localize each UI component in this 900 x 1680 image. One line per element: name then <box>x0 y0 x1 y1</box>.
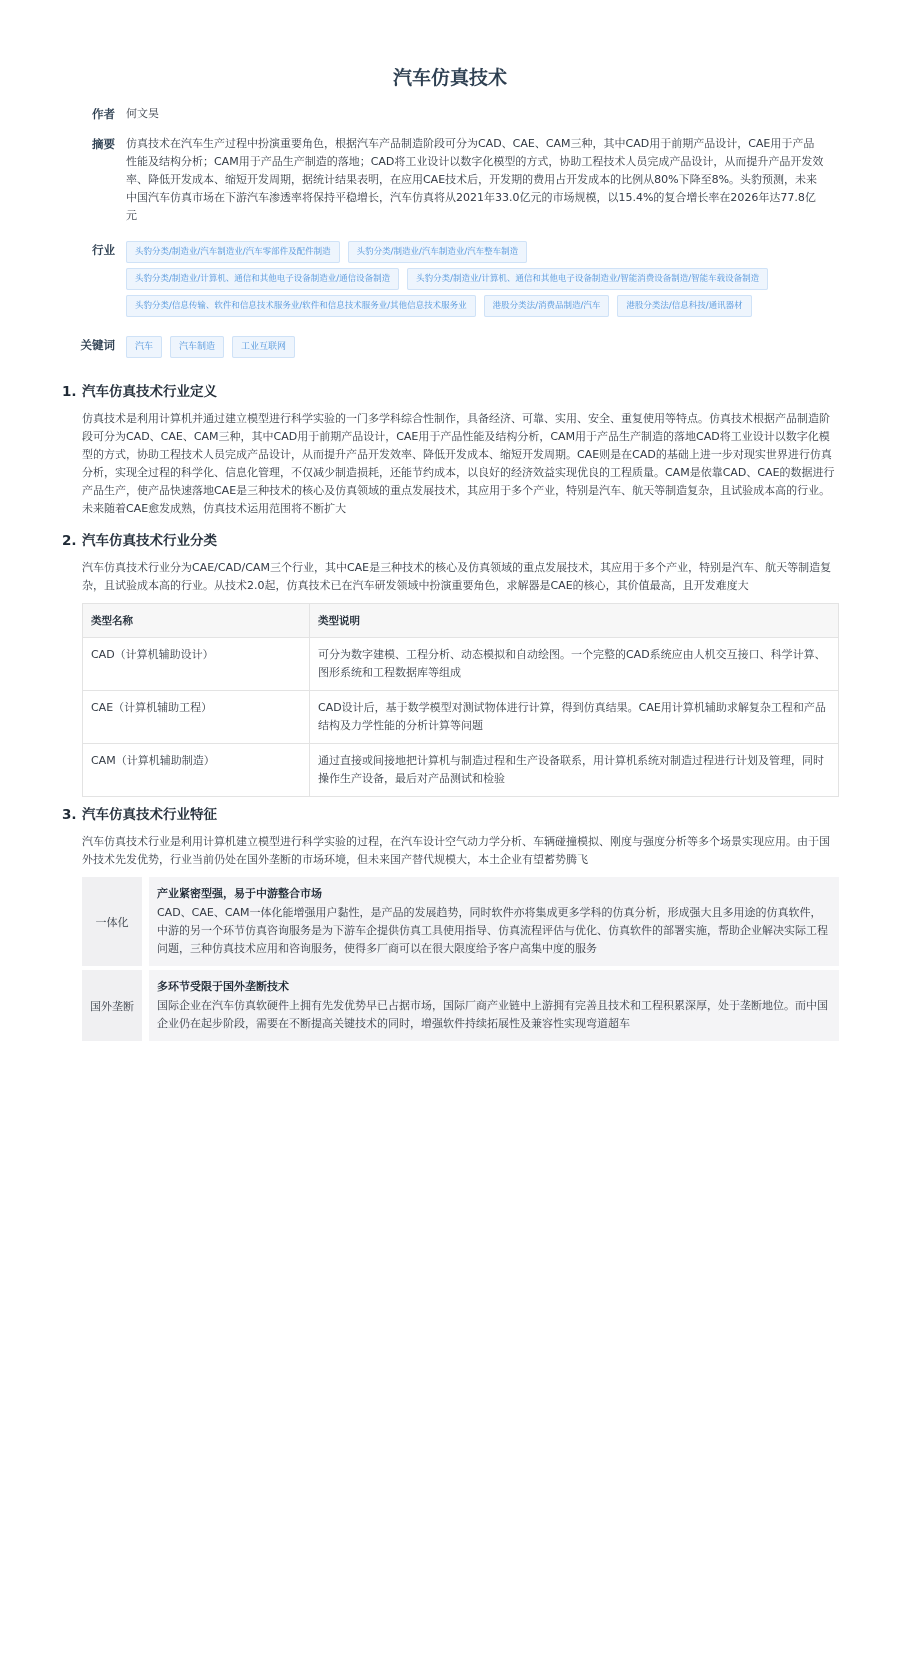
industry-tag[interactable]: 港股分类法/信息科技/通讯器材 <box>617 295 751 317</box>
table-row <box>83 638 839 691</box>
abstract-row <box>70 135 840 225</box>
table-cell-name: CAE（计算机辅助工程） <box>83 691 310 744</box>
table-header-row <box>83 604 839 638</box>
table-header-cell: 类型说明 <box>310 604 839 638</box>
section-heading <box>62 805 840 825</box>
abstract-text: 仿真技术在汽车生产过程中扮演重要角色，根据汽车产品制造阶段可分为CAD、CAE、CAM三种，其中CAD用于前期产品设计，CAE用于产品性能及结构分析；CAM用于产品生产制造的落地；CAD将工业设计以数字化模型的方式，协助工程技术人员完成产品设计，从而提升产品开发效率、降低开发成本、缩短开发周期，据统计结果表明，在应用CAE技术后，开发期的费用占开发成本的比例从80%下降至8%。头豹预测，未来中国汽车仿真市场在下游汽车渗透率将保持平稳增长，汽车仿真将从2021年33.0亿元的市场规模，以15.4%的复合增长率在2026年达77.8亿元 <box>126 137 824 222</box>
section-title: 汽车仿真技术行业特征 <box>82 807 217 823</box>
keyword-tag[interactable]: 工业互联网 <box>232 336 295 358</box>
feature-body <box>149 877 839 966</box>
table-header-cell: 类型名称 <box>83 604 310 638</box>
industry-tag[interactable]: 头豹分类/制造业/汽车制造业/汽车整车制造 <box>348 241 528 263</box>
industry-tag[interactable]: 港股分类法/消费品制造/汽车 <box>484 295 610 317</box>
type-table <box>82 603 839 797</box>
page-title: 汽车仿真技术 <box>392 67 507 89</box>
industry-tag-line <box>126 239 846 266</box>
keywords-label: 关键词 <box>80 338 115 352</box>
industry-tag-line <box>126 293 846 320</box>
table-cell-desc: 通过直接或间接地把计算机与制造过程和生产设备联系，用计算机系统对制造过程进行计划及管理，同时操作生产设备，最后对产品测试和检验 <box>310 744 839 797</box>
industry-row <box>70 239 840 323</box>
section-definition <box>62 382 840 518</box>
author-label: 作者 <box>92 107 115 121</box>
industry-tag[interactable]: 头豹分类/信息传输、软件和信息技术服务业/软件和信息技术服务业/其他信息技术服务业 <box>126 295 476 317</box>
keyword-tags <box>126 334 846 358</box>
table-row <box>83 744 839 797</box>
section-number: 3. <box>62 807 77 823</box>
industry-tag[interactable]: 头豹分类/制造业/汽车制造业/汽车零部件及配件制造 <box>126 241 340 263</box>
abstract-label: 摘要 <box>92 137 115 151</box>
table-cell-name: CAM（计算机辅助制造） <box>83 744 310 797</box>
section-heading <box>62 531 840 551</box>
keyword-tag[interactable]: 汽车 <box>126 336 162 358</box>
table-cell-desc: CAD设计后，基于数学模型对测试物体进行计算，得到仿真结果。CAE用计算机辅助求解复杂工程和产品结构及力学性能的分析计算等问题 <box>310 691 839 744</box>
feature-title: 产业紧密型强，易于中游整合市场 <box>157 887 322 900</box>
industry-tag[interactable]: 头豹分类/制造业/计算机、通信和其他电子设备制造业/通信设备制造 <box>126 268 399 290</box>
author-row <box>70 105 840 123</box>
keyword-tag[interactable]: 汽车制造 <box>170 336 224 358</box>
section-number: 2. <box>62 533 77 549</box>
industry-tag-line <box>126 266 846 293</box>
feature-label: 一体化 <box>82 877 142 966</box>
section-heading <box>62 382 840 402</box>
section-paragraph: 汽车仿真技术行业分为CAE/CAD/CAM三个行业，其中CAE是三种技术的核心及仿真领域的重点发展技术，其应用于多个产业，特别是汽车、航天等制造复杂，且试验成本高的行业。从技术2.0起，仿真技术已在汽车研发领域中扮演重要角色，求解器是CAE的核心，其价值最高，且开发难度大 <box>82 561 832 592</box>
section-classification <box>62 531 840 797</box>
keywords-row <box>70 334 840 358</box>
feature-block <box>82 970 839 1041</box>
author-name: 何文昊 <box>126 107 159 120</box>
industry-label: 行业 <box>92 243 115 257</box>
feature-description: CAD、CAE、CAM一体化能增强用户黏性，是产品的发展趋势，同时软件亦将集成更多学科的仿真分析，形成强大且多用途的仿真软件，中游的另一个环节仿真咨询服务是为下游车企提供仿真工具使用指导、仿真流程评估与优化、仿真软件的部署实施，帮助企业解决实际工程问题，三种仿真技术应用和咨询服务，使得多厂商可以在很大限度给予客户高集中度的服务 <box>157 906 828 955</box>
feature-body <box>149 970 839 1041</box>
feature-title: 多环节受限于国外垄断技术 <box>157 980 289 993</box>
section-paragraph: 汽车仿真技术行业是利用计算机建立模型进行科学实验的过程，在汽车设计空气动力学分析、车辆碰撞模拟、刚度与强度分析等多个场景实现应用。由于国外技术先发优势，行业当前仍处在国外垄断的市场环境，但未来国产替代规模大，本土企业有望蓄势腾飞 <box>82 835 830 866</box>
section-number: 1. <box>62 384 77 400</box>
table-cell-name: CAD（计算机辅助设计） <box>83 638 310 691</box>
feature-block <box>82 877 839 966</box>
table-cell-desc: 可分为数字建模、工程分析、动态模拟和自动绘图。一个完整的CAD系统应由人机交互接口、科学计算、图形系统和工程数据库等组成 <box>310 638 839 691</box>
section-title: 汽车仿真技术行业定义 <box>82 384 217 400</box>
table-row <box>83 691 839 744</box>
section-characteristics <box>62 805 840 1041</box>
industry-tags <box>126 239 846 320</box>
feature-description: 国际企业在汽车仿真软硬件上拥有先发优势早已占据市场，国际厂商产业链中上游拥有完善且技术和工程积累深厚，处于垄断地位。而中国企业仍在起步阶段，需要在不断提高关键技术的同时，增强软件持续拓展性及兼容性实现弯道超车 <box>157 999 828 1030</box>
section-paragraph: 仿真技术是利用计算机并通过建立模型进行科学实验的一门多学科综合性制作，具备经济、可靠、实用、安全、重复使用等特点。仿真技术根据产品制造阶段可分为CAD、CAE、CAM三种，其中CAD用于前期产品设计，CAE用于产品性能及结构分析，CAM用于产品生产制造的落地CAD将工业设计以数字化模型的方式，协助工程技术人员完成产品设计，从而提升产品开发效率、降低开发成本、缩短开发周期。CAE则是在CAD的基础上进一步对现实世界进行仿真分析，实现全过程的科学化、信息化管理，不仅减少制造损耗，还能节约成本，以良好的经济效益实现优良的工程质量。CAM是依靠CAD、CAE的数据进行产品生产，使产品快速落地CAE是三种技术的核心及仿真领域的重点发展技术，其应用于多个产业，特别是汽车、航天等制造复杂，且试验成本高的行业。未来随着CAE愈发成熟，仿真技术运用范围将不断扩大 <box>82 412 835 515</box>
section-title: 汽车仿真技术行业分类 <box>82 533 217 549</box>
feature-label: 国外垄断 <box>82 970 142 1041</box>
industry-tag[interactable]: 头豹分类/制造业/计算机、通信和其他电子设备制造业/智能消费设备制造/智能车载设备制造 <box>407 268 768 290</box>
